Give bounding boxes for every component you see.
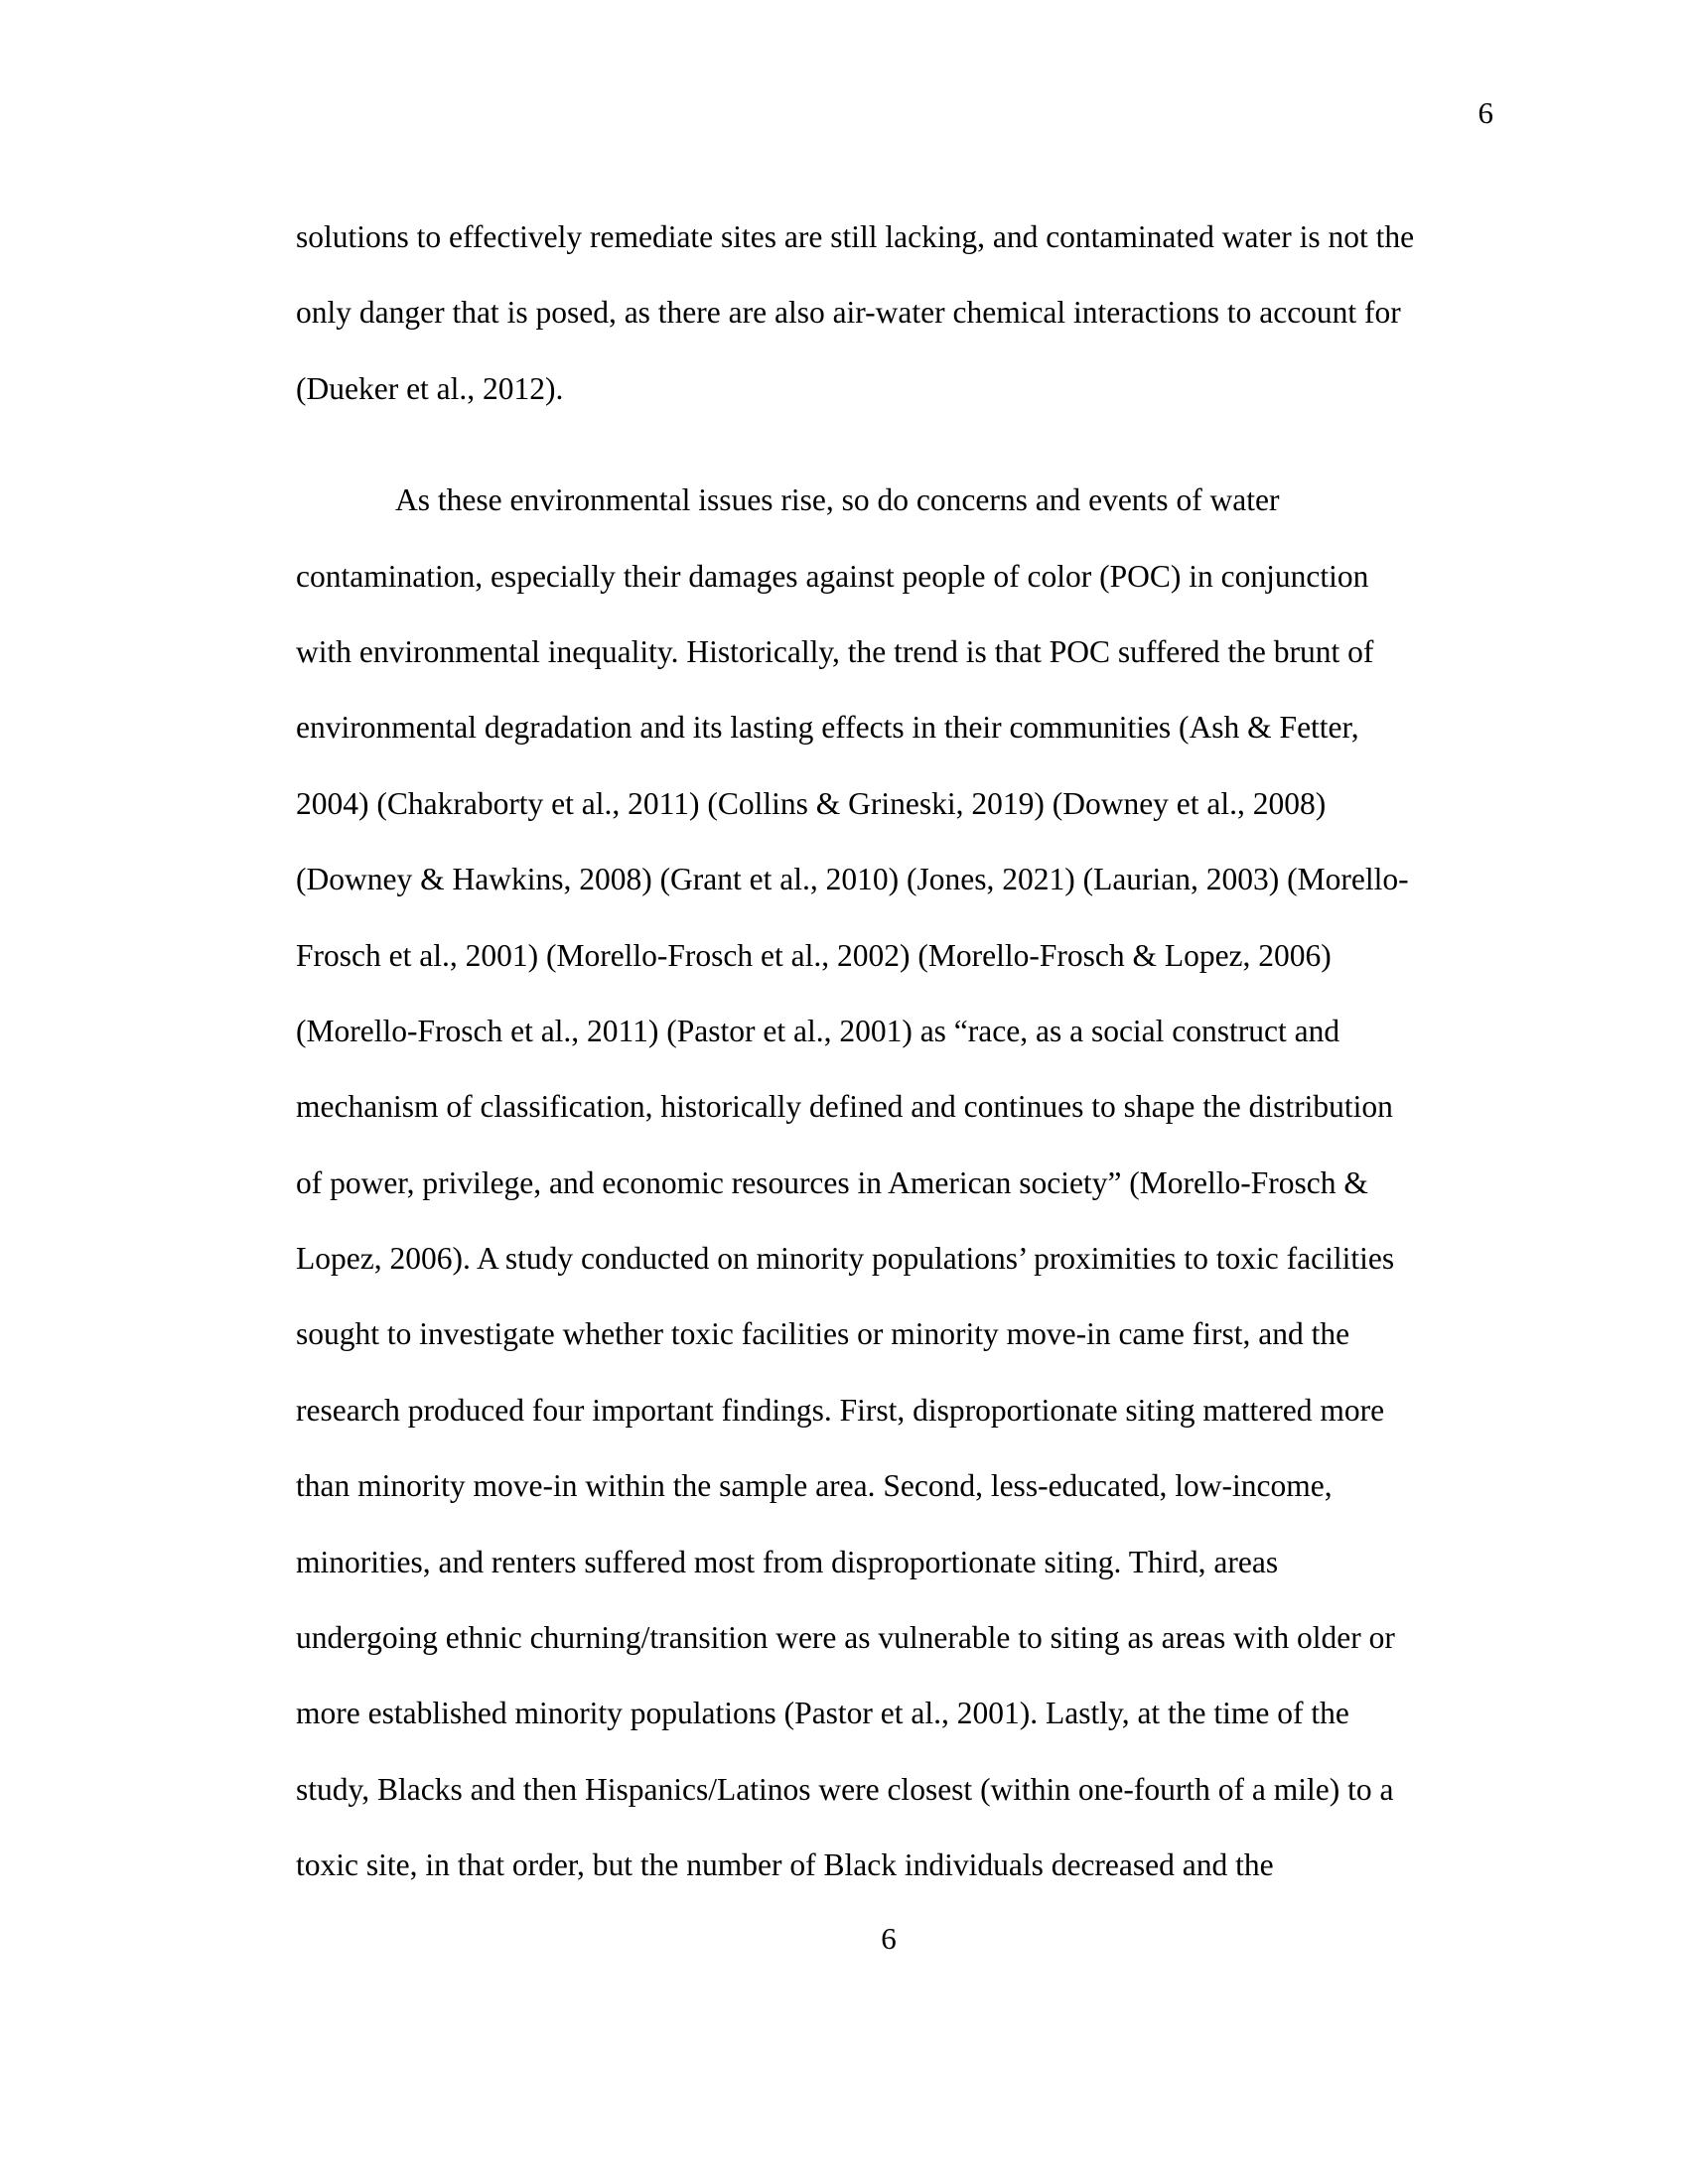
text-line: research produced four important findings. First, disproportionate siting mattered more	[296, 1392, 1385, 1428]
text-line: toxic site, in that order, but the number of Black individuals decreased and the	[296, 1847, 1274, 1883]
body-text	[296, 200, 1487, 1904]
header-page-number: 6	[1477, 95, 1493, 130]
text-line: undergoing ethnic churning/transition were as vulnerable to siting as areas with older or	[296, 1620, 1395, 1656]
text-line: more established minority populations (Pastor et al., 2001). Lastly, at the time of the	[296, 1696, 1349, 1731]
text-line: minorities, and renters suffered most from disproportionate siting. Third, areas	[296, 1544, 1279, 1579]
footer-page-number: 6	[881, 1921, 897, 1956]
text-line: Frosch et al., 2001) (Morello-Frosch et al., 2002) (Morello-Frosch & Lopez, 2006)	[296, 937, 1332, 973]
text-line: (Downey & Hawkins, 2008) (Grant et al., 2010) (Jones, 2021) (Laurian, 2003) (Morello-	[296, 862, 1409, 897]
paragraph-2	[296, 463, 1487, 1903]
text-line: of power, privilege, and economic resources in American society” (Morello-Frosch &	[296, 1164, 1368, 1200]
text-line: study, Blacks and then Hispanics/Latinos were closest (within one-fourth of a mile) to a	[296, 1771, 1394, 1807]
text-line: solutions to effectively remediate sites are still lacking, and contaminated water is not the	[296, 219, 1415, 254]
text-line: As these environmental issues rise, so do concerns and events of water	[395, 482, 1280, 518]
text-line: 2004) (Chakraborty et al., 2011) (Collins & Grineski, 2019) (Downey et al., 2008)	[296, 785, 1327, 821]
text-line: only danger that is posed, as there are also air-water chemical interactions to account for	[296, 295, 1401, 331]
text-line: Lopez, 2006). A study conducted on minority populations’ proximities to toxic facilities	[296, 1241, 1395, 1277]
text-line: sought to investigate whether toxic facilities or minority move-in came first, and the	[296, 1316, 1350, 1352]
paragraph-spacer	[296, 427, 1487, 463]
text-line: environmental degradation and its lasting effects in their communities (Ash & Fetter,	[296, 710, 1359, 746]
text-line: (Morello-Frosch et al., 2011) (Pastor et al., 2001) as “race, as a social construct and	[296, 1013, 1340, 1048]
text-line: (Dueker et al., 2012).	[296, 370, 564, 406]
paragraph-1	[296, 200, 1487, 427]
text-line: than minority move-in within the sample area. Second, less-educated, low-income,	[296, 1468, 1333, 1504]
text-line: with environmental inequality. Historically, the trend is that POC suffered the brunt of	[296, 633, 1374, 669]
text-line: contamination, especially their damages against people of color (POC) in conjunction	[296, 558, 1369, 594]
text-line: mechanism of classification, historically defined and continues to shape the distribution	[296, 1089, 1393, 1125]
